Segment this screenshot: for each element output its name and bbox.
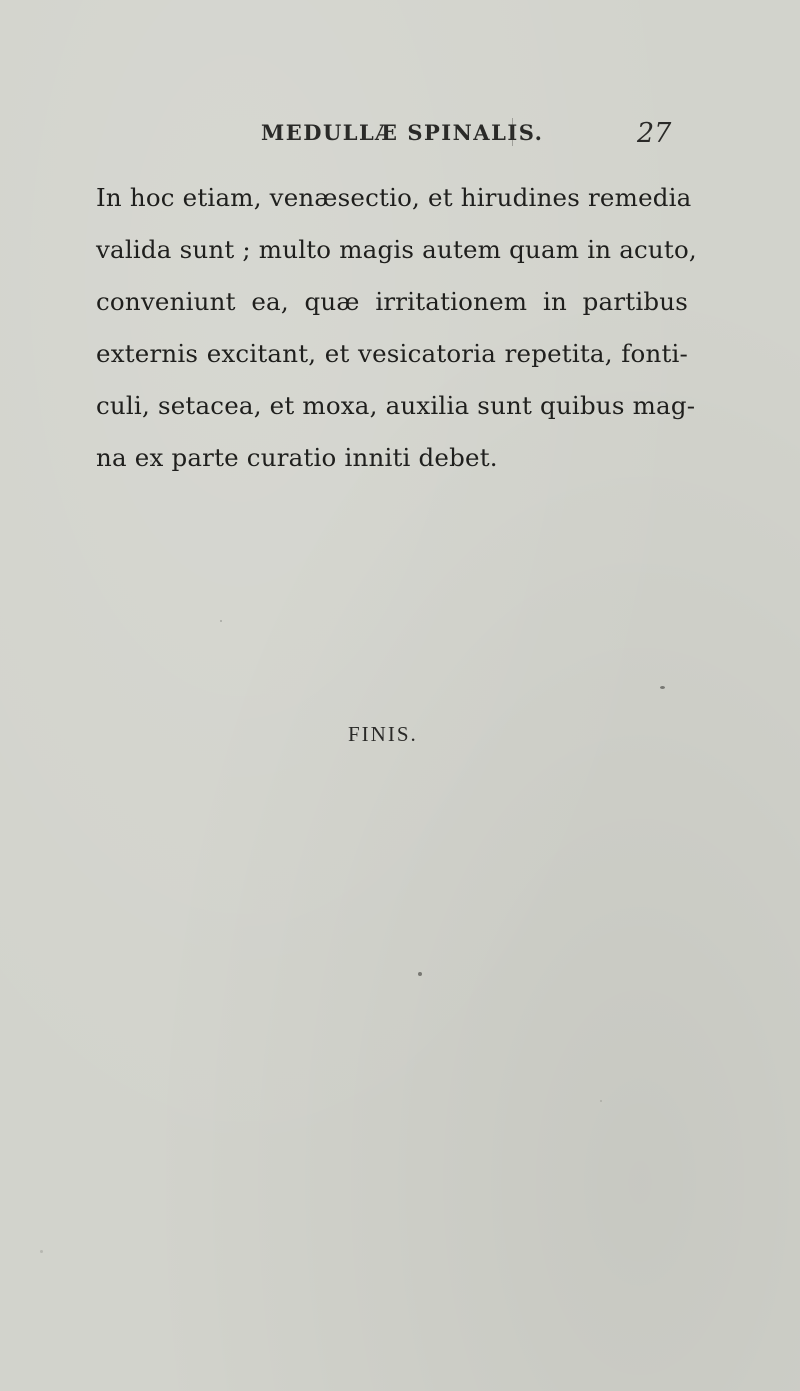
paper-speck [660,686,665,689]
text-line: culi, setacea, et moxa, auxilia sunt quibus mag- [96,391,696,420]
running-title: MEDULLÆ SPINALIS. [261,120,544,145]
text-line: valida sunt ; multo magis autem quam in acuto, [96,235,697,264]
paper-speck [40,1250,43,1253]
text-line: na ex parte curatio inniti debet. [96,443,498,472]
text-line: externis excitant, et vesicatoria repetita, fonti- [96,339,688,368]
body-paragraph [96,172,697,484]
paper-speck [600,1100,602,1102]
finis-mark: FINIS. [348,722,418,746]
paper-speck [220,620,222,622]
paper-speck [418,972,422,976]
page-number: 27 [637,118,672,149]
text-line: In hoc etiam, venæsectio, et hirudines remedia [96,183,692,212]
text-line: conveniunt ea, quæ irritationem in partibus [96,287,688,316]
header-divider [512,118,513,146]
paper-speck [150,460,152,462]
